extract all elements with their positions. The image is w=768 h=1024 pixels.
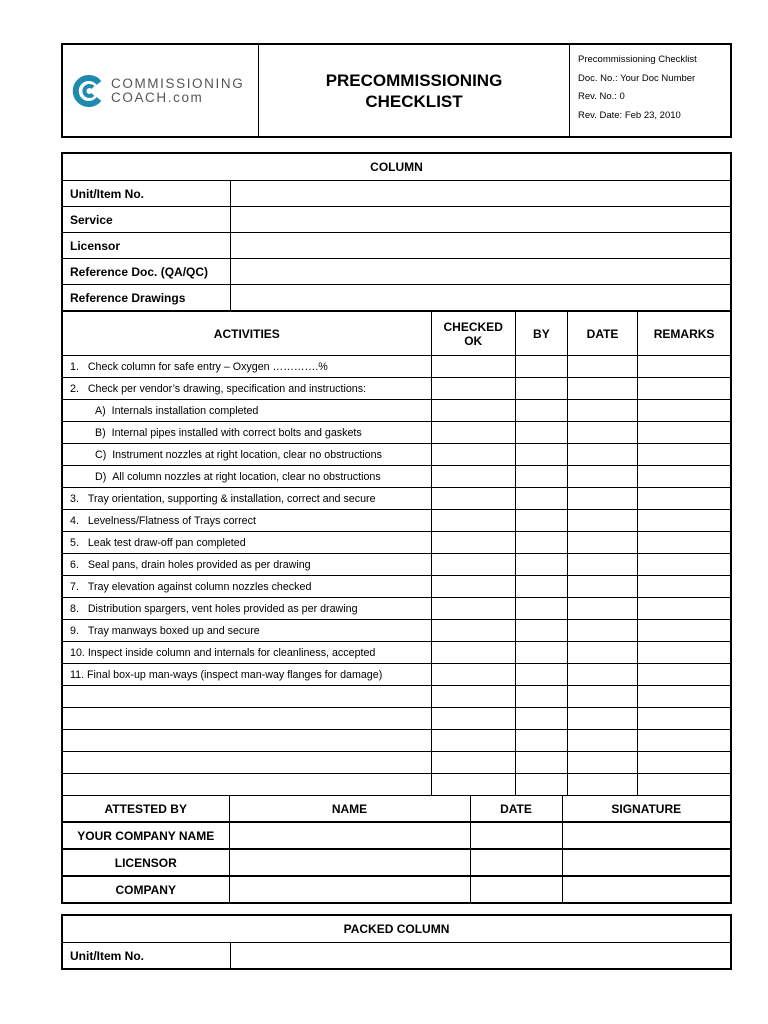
name-cell[interactable] [229, 876, 470, 902]
by-cell[interactable] [515, 598, 567, 620]
remarks-cell[interactable] [638, 444, 731, 466]
checked-ok-header [431, 311, 515, 356]
date-cell[interactable] [567, 642, 637, 664]
remarks-cell[interactable] [638, 378, 731, 400]
packed-column-table [61, 914, 732, 970]
document-meta [570, 44, 732, 137]
date-cell[interactable] [567, 708, 637, 730]
field-label: Reference Drawings [62, 285, 230, 312]
activity-item: 1. Check column for safe entry – Oxygen ………….% [62, 356, 431, 378]
date-cell[interactable] [567, 686, 637, 708]
checked-ok-cell[interactable] [431, 378, 515, 400]
activity-item: 8. Distribution spargers, vent holes provided as per drawing [62, 598, 431, 620]
remarks-cell[interactable] [638, 576, 731, 598]
remarks-cell[interactable] [638, 422, 731, 444]
activity-item: 11. Final box-up man-ways (inspect man-way flanges for damage) [62, 664, 431, 686]
remarks-cell[interactable] [638, 642, 731, 664]
date-cell[interactable] [567, 774, 637, 796]
date-cell[interactable] [567, 620, 637, 642]
field-label: Licensor [62, 233, 230, 259]
document-header [61, 43, 732, 138]
checked-ok-cell[interactable] [431, 510, 515, 532]
name-cell[interactable] [229, 822, 470, 849]
date-cell[interactable] [567, 664, 637, 686]
document-title [259, 44, 570, 137]
date-cell[interactable] [567, 510, 637, 532]
attested-section [62, 796, 731, 904]
name-header: NAME [229, 796, 470, 822]
by-cell[interactable] [515, 356, 567, 378]
remarks-cell[interactable] [638, 400, 731, 422]
by-cell[interactable] [515, 620, 567, 642]
remarks-cell[interactable] [638, 510, 731, 532]
checked-ok-cell[interactable] [431, 642, 515, 664]
checked-ok-cell[interactable] [431, 444, 515, 466]
activity-subitem: B) Internal pipes installed with correct bolts and gaskets [62, 422, 431, 444]
checked-ok-cell[interactable] [431, 466, 515, 488]
field-value-input[interactable] [230, 207, 731, 233]
checked-ok-cell[interactable] [431, 554, 515, 576]
section-title: PACKED COLUMN [62, 915, 731, 943]
date-cell[interactable] [567, 752, 637, 774]
activities-header: ACTIVITIES [62, 311, 431, 356]
activity-item: 3. Tray orientation, supporting & installation, correct and secure [62, 488, 431, 510]
checked-ok-cell[interactable] [431, 686, 515, 708]
date-cell[interactable] [470, 849, 562, 876]
attested-table [63, 796, 730, 902]
date-cell[interactable] [470, 822, 562, 849]
blank-activity-cell[interactable] [62, 708, 431, 730]
field-value-input[interactable] [230, 285, 731, 312]
logo-line-1: COMMISSIONING [111, 75, 245, 91]
checked-ok-cell[interactable] [431, 422, 515, 444]
by-header: BY [515, 311, 567, 356]
activity-item: 4. Levelness/Flatness of Trays correct [62, 510, 431, 532]
date-cell[interactable] [567, 598, 637, 620]
by-cell[interactable] [515, 642, 567, 664]
by-cell[interactable] [515, 752, 567, 774]
remarks-cell[interactable] [638, 532, 731, 554]
attested-party-label: COMPANY [63, 876, 229, 902]
date-cell[interactable] [567, 532, 637, 554]
date-cell[interactable] [567, 576, 637, 598]
date-cell[interactable] [567, 356, 637, 378]
attested-by-header: ATTESTED BY [63, 796, 229, 822]
activity-item: 2. Check per vendor’s drawing, specification and instructions: [62, 378, 431, 400]
field-label: Unit/Item No. [62, 943, 231, 970]
logo-line-2: COACH.com [111, 89, 204, 105]
by-cell[interactable] [515, 422, 567, 444]
attested-party-label: YOUR COMPANY NAME [63, 822, 229, 849]
activity-subitem: D) All column nozzles at right location, clear no obstructions [62, 466, 431, 488]
signature-header: SIGNATURE [562, 796, 730, 822]
activity-item: 6. Seal pans, drain holes provided as per drawing [62, 554, 431, 576]
checked-ok-cell[interactable] [431, 708, 515, 730]
remarks-header: REMARKS [638, 311, 731, 356]
date-cell[interactable] [567, 378, 637, 400]
meta-rev-number: Rev. No.: 0 [578, 91, 625, 102]
remarks-cell[interactable] [638, 598, 731, 620]
by-cell[interactable] [515, 774, 567, 796]
remarks-cell[interactable] [638, 774, 731, 796]
remarks-cell[interactable] [638, 664, 731, 686]
date-cell[interactable] [567, 488, 637, 510]
blank-activity-cell[interactable] [62, 774, 431, 796]
by-cell[interactable] [515, 664, 567, 686]
remarks-cell[interactable] [638, 686, 731, 708]
by-cell[interactable] [515, 532, 567, 554]
remarks-cell[interactable] [638, 466, 731, 488]
by-cell[interactable] [515, 466, 567, 488]
checked-header-line2: OK [464, 333, 483, 348]
remarks-cell[interactable] [638, 752, 731, 774]
remarks-cell[interactable] [638, 356, 731, 378]
signature-cell[interactable] [562, 822, 730, 849]
activity-item: 5. Leak test draw-off pan completed [62, 532, 431, 554]
meta-doc-title: Precommissioning Checklist [578, 54, 697, 65]
checked-ok-cell[interactable] [431, 752, 515, 774]
date-header: DATE [470, 796, 562, 822]
checked-ok-cell[interactable] [431, 620, 515, 642]
date-cell[interactable] [470, 876, 562, 902]
date-cell[interactable] [567, 400, 637, 422]
by-cell[interactable] [515, 730, 567, 752]
field-value-input[interactable] [230, 233, 731, 259]
logo-cell [62, 44, 259, 137]
attested-party-label: LICENSOR [63, 849, 229, 876]
by-cell[interactable] [515, 708, 567, 730]
by-cell[interactable] [515, 488, 567, 510]
by-cell[interactable] [515, 378, 567, 400]
column-checklist-table [61, 152, 732, 904]
cc-logo-icon [71, 74, 105, 108]
remarks-cell[interactable] [638, 730, 731, 752]
blank-activity-cell[interactable] [62, 752, 431, 774]
signature-cell[interactable] [562, 849, 730, 876]
remarks-cell[interactable] [638, 620, 731, 642]
date-cell[interactable] [567, 444, 637, 466]
activity-item: 10. Inspect inside column and internals for cleanliness, accepted [62, 642, 431, 664]
activity-subitem: C) Instrument nozzles at right location, clear no obstructions [62, 444, 431, 466]
title-line-1: PRECOMMISSIONING [325, 70, 503, 90]
remarks-cell[interactable] [638, 708, 731, 730]
by-cell[interactable] [515, 510, 567, 532]
blank-activity-cell[interactable] [62, 686, 431, 708]
by-cell[interactable] [515, 444, 567, 466]
activity-item: 9. Tray manways boxed up and secure [62, 620, 431, 642]
remarks-cell[interactable] [638, 488, 731, 510]
logo-text [111, 77, 244, 105]
field-label: Unit/Item No. [62, 181, 230, 207]
activity-item: 7. Tray elevation against column nozzles checked [62, 576, 431, 598]
checked-ok-cell[interactable] [431, 774, 515, 796]
meta-doc-number: Doc. No.: Your Doc Number [578, 72, 696, 84]
checked-header-line1: CHECKED [443, 319, 503, 334]
by-cell[interactable] [515, 686, 567, 708]
name-cell[interactable] [229, 849, 470, 876]
checked-ok-cell[interactable] [431, 400, 515, 422]
checked-ok-cell[interactable] [431, 488, 515, 510]
checked-ok-cell[interactable] [431, 576, 515, 598]
field-label: Service [62, 207, 230, 233]
checked-ok-cell[interactable] [431, 664, 515, 686]
remarks-cell[interactable] [638, 554, 731, 576]
checked-ok-cell[interactable] [431, 356, 515, 378]
section-title: COLUMN [62, 153, 731, 181]
by-cell[interactable] [515, 400, 567, 422]
date-cell[interactable] [567, 466, 637, 488]
date-header: DATE [567, 311, 637, 356]
meta-rev-date: Rev. Date: Feb 23, 2010 [578, 109, 681, 121]
field-label: Reference Doc. (QA/QC) [62, 259, 230, 285]
date-cell[interactable] [567, 554, 637, 576]
field-value-input[interactable] [231, 943, 732, 970]
checked-ok-cell[interactable] [431, 532, 515, 554]
field-value-input[interactable] [230, 181, 731, 207]
date-cell[interactable] [567, 730, 637, 752]
activity-subitem: A) Internals installation completed [62, 400, 431, 422]
checked-ok-cell[interactable] [431, 730, 515, 752]
by-cell[interactable] [515, 576, 567, 598]
by-cell[interactable] [515, 554, 567, 576]
date-cell[interactable] [567, 422, 637, 444]
signature-cell[interactable] [562, 876, 730, 902]
field-value-input[interactable] [230, 259, 731, 285]
checked-ok-cell[interactable] [431, 598, 515, 620]
blank-activity-cell[interactable] [62, 730, 431, 752]
title-line-2: CHECKLIST [365, 91, 463, 111]
